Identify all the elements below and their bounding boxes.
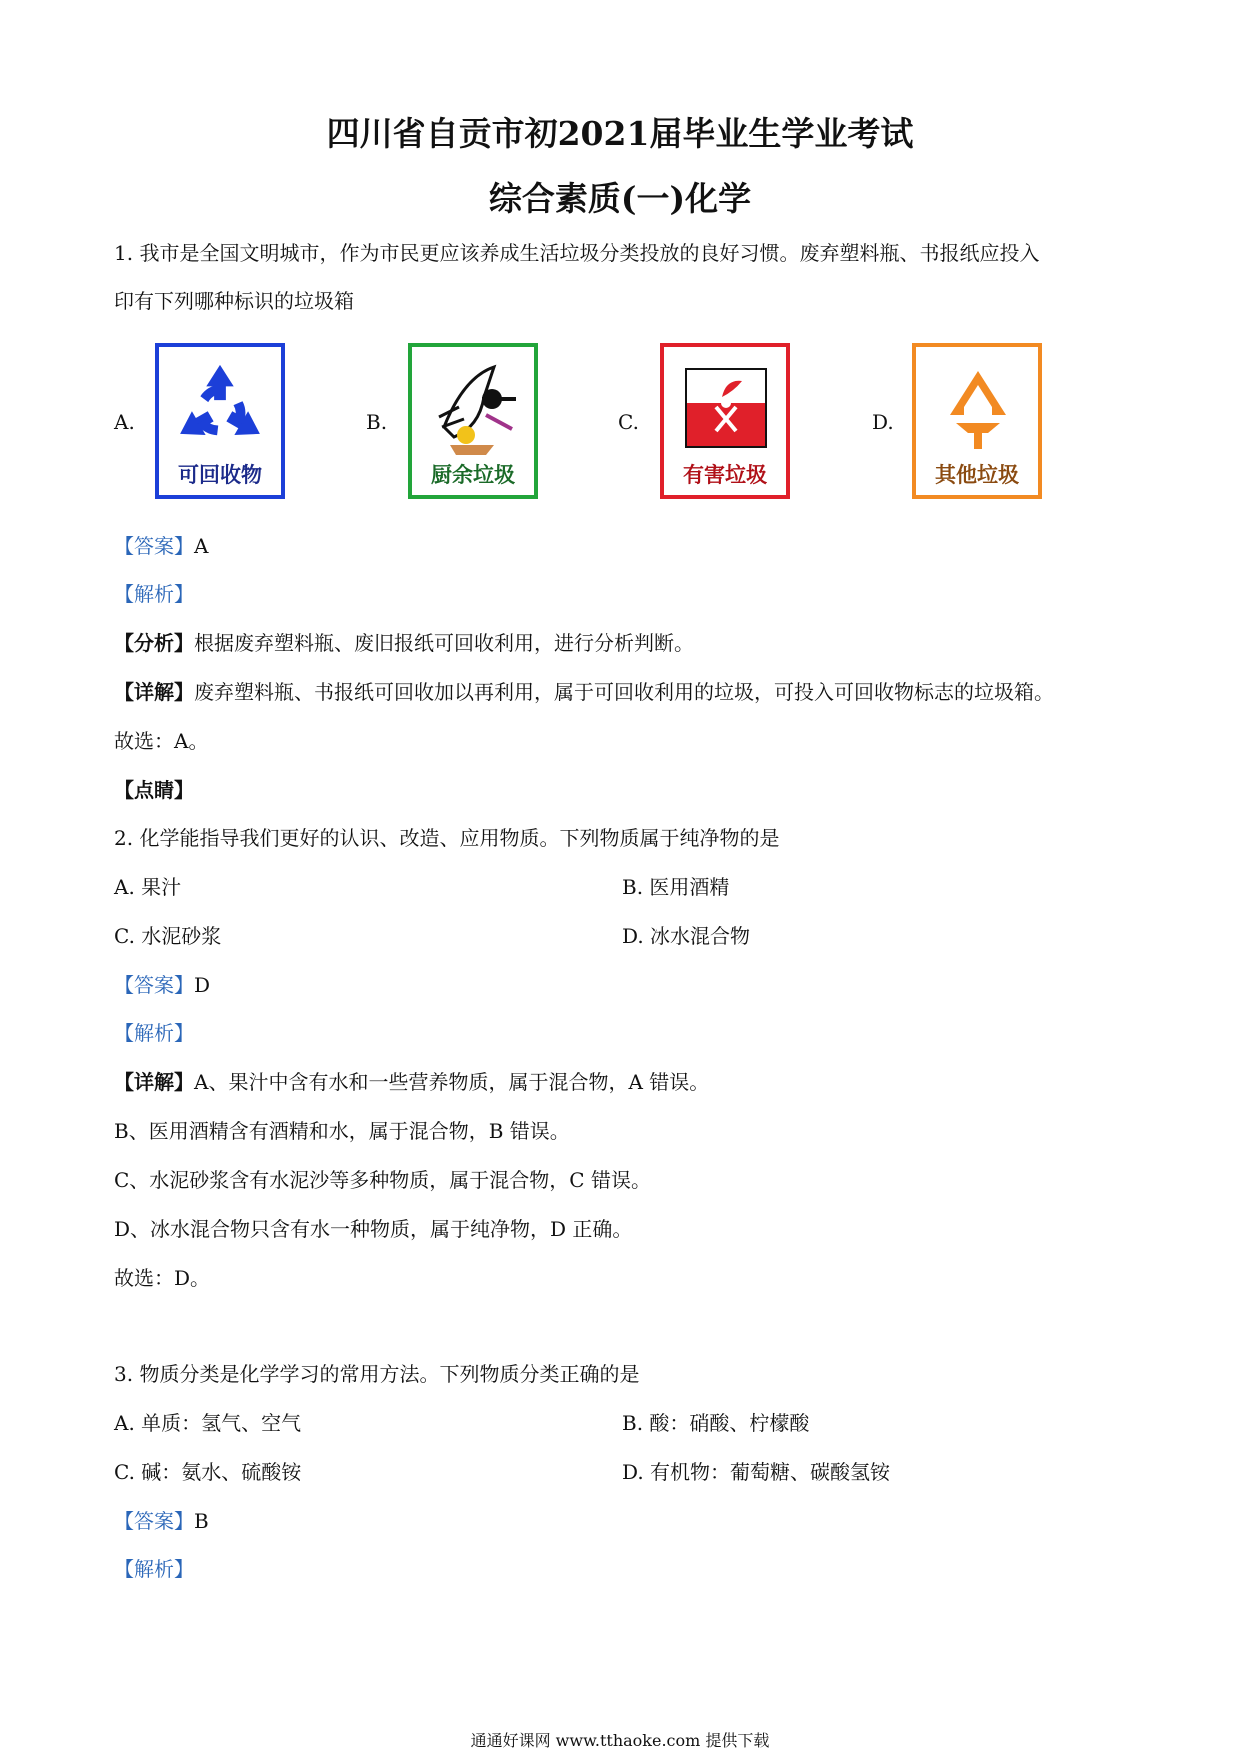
q2-option-a: A. 果汁: [114, 875, 182, 899]
q3-option-a: A. 单质：氢气、空气: [114, 1411, 302, 1435]
q1-option-a-sign: [155, 343, 285, 499]
q2-detail-c: C、水泥砂浆含有水泥沙等多种物质，属于混合物，C 错误。: [114, 1168, 651, 1192]
q1-option-c-letter: C.: [618, 410, 639, 434]
hazardous-icon: [676, 357, 776, 457]
q1-answer: A: [194, 534, 209, 558]
page-footer: 通通好课网 www.tthaoke.com 提供下载: [470, 1731, 770, 1750]
q3-answer: B: [194, 1509, 209, 1533]
q1-analysis-tag: 【解析】: [114, 582, 194, 606]
q1-answer-line: [114, 530, 208, 559]
answer-tag: 【答案】: [114, 1509, 194, 1533]
q1-option-c-caption: 有害垃圾: [683, 463, 767, 487]
q2-choose: 故选：D。: [114, 1266, 211, 1290]
q1-option-d-letter: D.: [872, 410, 894, 434]
q2-detail-b: B、医用酒精含有酒精和水，属于混合物，B 错误。: [114, 1119, 570, 1143]
q1-option-d-sign: [912, 343, 1042, 499]
q1-option-b-letter: B.: [366, 410, 388, 434]
q3-option-b: B. 酸：硝酸、柠檬酸: [622, 1411, 810, 1435]
q2-option-d: D. 冰水混合物: [622, 924, 751, 948]
q1-dianjing-tag: 【点睛】: [114, 778, 194, 802]
answer-tag: 【答案】: [114, 534, 194, 558]
detail-tag: 【详解】: [114, 1070, 194, 1094]
q1-option-b-sign: [408, 343, 538, 499]
q3-analysis-tag: 【解析】: [114, 1557, 194, 1581]
q2-detail-d: D、冰水混合物只含有水一种物质，属于纯净物，D 正确。: [114, 1217, 633, 1241]
q1-option-a-letter: A.: [114, 410, 135, 434]
document-title: 四川省自贡市初2021届毕业生学业考试: [326, 114, 914, 153]
q3-option-c: C. 碱：氨水、硫酸铵: [114, 1460, 302, 1484]
recycle-icon: [171, 357, 269, 455]
q2-answer-line: [114, 969, 210, 998]
document-subtitle: 综合素质(一)化学: [488, 179, 752, 218]
q3-answer-line: [114, 1505, 209, 1534]
detail-tag: 【详解】: [114, 680, 194, 704]
q1-detail-line: [114, 676, 1054, 705]
q1-stem-line1: 1. 我市是全国文明城市，作为市民更应该养成生活垃圾分类投放的良好习惯。废弃塑料瓶、书报纸应投入: [114, 241, 1040, 265]
q1-option-b-caption: 厨余垃圾: [431, 463, 515, 487]
q2-option-c: C. 水泥砂浆: [114, 924, 222, 948]
food-waste-icon: [424, 357, 524, 457]
fenxi-tag: 【分析】: [114, 631, 194, 655]
q2-option-b: B. 医用酒精: [622, 875, 730, 899]
q2-answer: D: [194, 973, 211, 997]
q2-detail-a: A、果汁中含有水和一些营养物质，属于混合物，A 错误。: [194, 1070, 710, 1094]
q2-analysis-tag: 【解析】: [114, 1021, 194, 1045]
q1-option-c-sign: [660, 343, 790, 499]
q1-detail: 废弃塑料瓶、书报纸可回收加以再利用，属于可回收利用的垃圾，可投入可回收物标志的垃圾箱。: [194, 680, 1054, 704]
q1-option-d-caption: 其他垃圾: [935, 463, 1019, 487]
answer-tag: 【答案】: [114, 973, 194, 997]
q1-option-a-caption: 可回收物: [178, 463, 262, 487]
other-waste-icon: [928, 357, 1028, 457]
q1-fenxi-line: [114, 627, 694, 656]
q1-stem-line2: 印有下列哪种标识的垃圾箱: [114, 289, 354, 313]
q1-fenxi: 根据废弃塑料瓶、废旧报纸可回收利用，进行分析判断。: [194, 631, 694, 655]
q3-stem: 3. 物质分类是化学学习的常用方法。下列物质分类正确的是: [114, 1362, 640, 1386]
q2-stem: 2. 化学能指导我们更好的认识、改造、应用物质。下列物质属于纯净物的是: [114, 826, 780, 850]
q3-option-d: D. 有机物：葡萄糖、碳酸氢铵: [622, 1460, 891, 1484]
q1-choose: 故选：A。: [114, 729, 209, 753]
q2-detail-a-line: [114, 1066, 709, 1095]
